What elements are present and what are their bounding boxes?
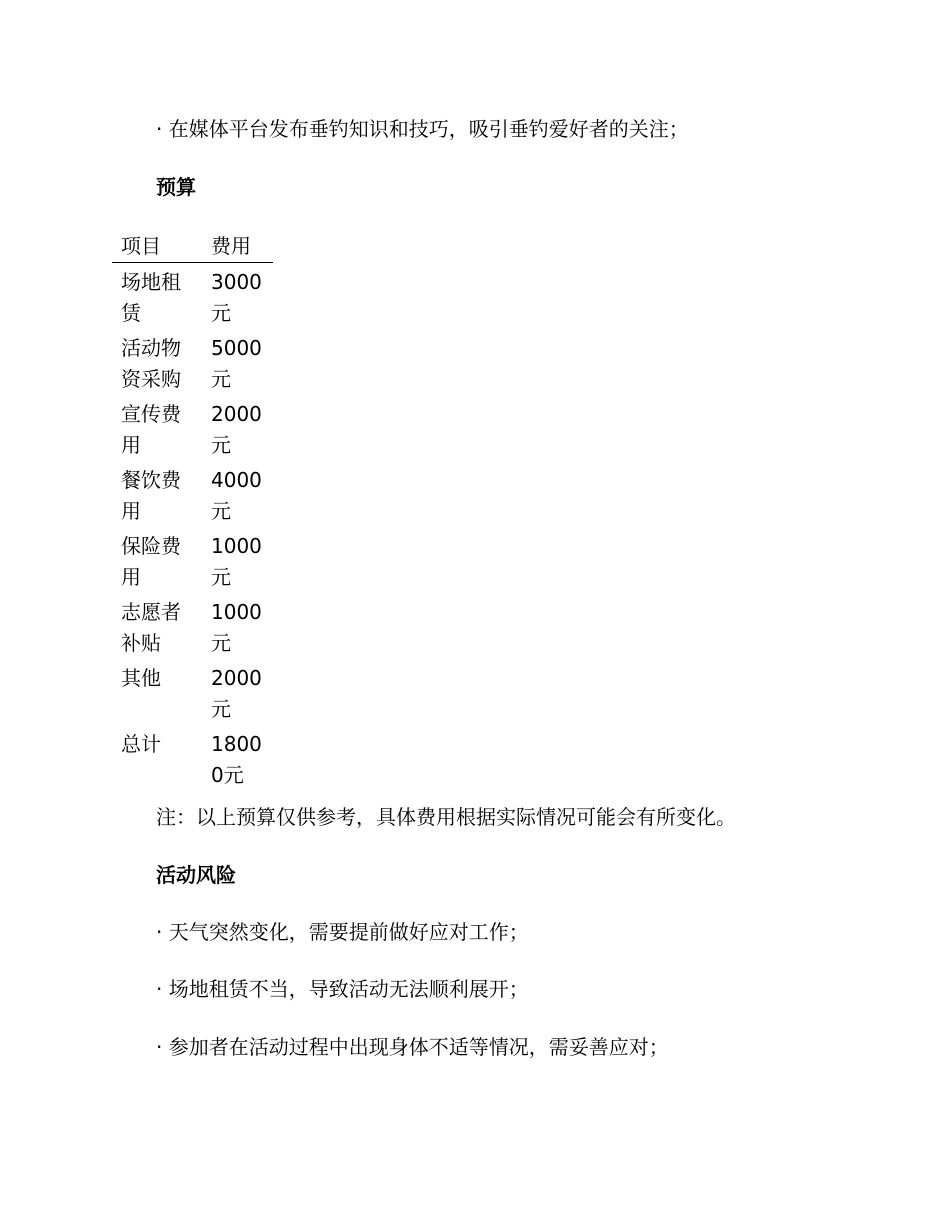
row-cost-cell: 2000元 (211, 666, 262, 721)
row-item-cell: 宣传费用 (121, 402, 181, 457)
row-cost-cell: 5000元 (211, 336, 262, 391)
column-header-cost: 费用 (202, 229, 273, 263)
table-row (112, 329, 273, 395)
row-cost-cell: 4000元 (211, 468, 262, 523)
table-row (112, 461, 273, 527)
row-item-cell: 餐饮费用 (121, 468, 181, 523)
table-row (112, 263, 273, 330)
budget-note: 注：以上预算仅供参考，具体费用根据实际情况可能会有所变化。 (156, 805, 736, 829)
budget-table-header-row (112, 229, 273, 263)
risk-item: · 天气突然变化，需要提前做好应对工作； (156, 920, 529, 944)
column-header-item: 项目 (112, 229, 202, 263)
risks-heading: 活动风险 (156, 863, 236, 887)
intro-bullet: · 在媒体平台发布垂钓知识和技巧，吸引垂钓爱好者的关注； (156, 117, 689, 141)
table-row (112, 527, 273, 593)
row-cost-cell: 2000元 (211, 402, 262, 457)
table-row (112, 659, 273, 725)
row-cost-cell: 3000元 (211, 270, 262, 325)
table-row (112, 593, 273, 659)
budget-table (112, 229, 273, 791)
row-item-cell: 保险费用 (121, 534, 181, 589)
row-item-cell: 其他 (121, 666, 161, 690)
row-cost-cell: 18000元 (211, 732, 262, 787)
row-item-cell: 场地租赁 (121, 270, 181, 325)
table-row-total (112, 725, 273, 791)
row-item-cell: 活动物资采购 (121, 336, 181, 391)
table-row (112, 395, 273, 461)
row-item-cell: 总计 (121, 732, 161, 756)
row-item-cell: 志愿者补贴 (121, 600, 181, 655)
row-cost-cell: 1000元 (211, 600, 262, 655)
risk-item: · 参加者在活动过程中出现身体不适等情况，需妥善应对； (156, 1035, 669, 1059)
risk-item: · 场地租赁不当，导致活动无法顺利展开； (156, 977, 529, 1001)
budget-heading: 预算 (156, 175, 196, 199)
row-cost-cell: 1000元 (211, 534, 262, 589)
